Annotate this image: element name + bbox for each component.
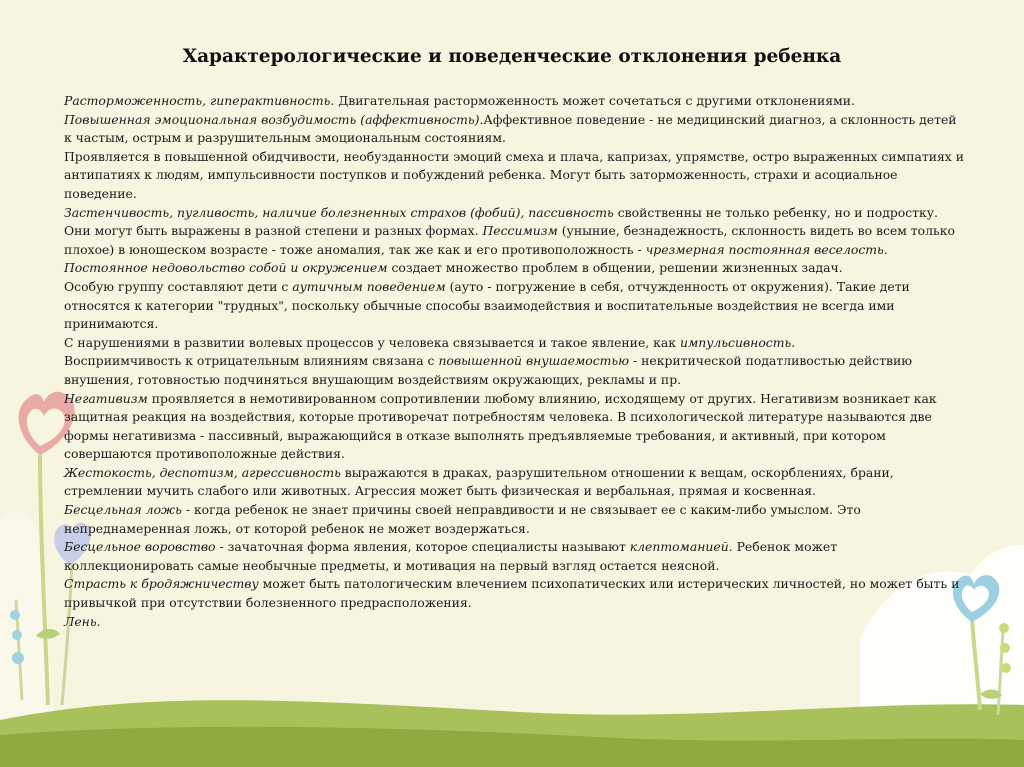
italic-term: импульсивность bbox=[679, 334, 792, 350]
paragraph bbox=[64, 334, 964, 353]
italic-term: аутичным поведением bbox=[292, 278, 446, 294]
text-run: - когда ребенок не знает причины своей неправдивости и не связывает ее с каким-либо умыслом. Это непреднамеренная ложь, от которой ребенок не может воздержаться. bbox=[64, 502, 861, 536]
text-run: . Двигательная расторможенность может сочетаться с другими отклонениями. bbox=[330, 93, 855, 108]
paragraph bbox=[64, 278, 964, 334]
paragraph bbox=[64, 352, 964, 389]
text-run: может быть патологическим влечением психопатических или истерических личностей, но может быть и привычкой при отсутствии болезненного предрасположения. bbox=[64, 576, 960, 611]
italic-term: клептоманией. bbox=[629, 539, 733, 555]
paragraph bbox=[64, 575, 964, 612]
paragraph bbox=[64, 148, 964, 204]
italic-term: Жестокость, деспотизм, агрессивность bbox=[64, 464, 341, 480]
text-run: проявляется в немотивированном сопротивлении любому влиянию, исходящему от других. Негативизм возникает как защитная реакция на воздействия, которые противоречат потребностям человека. В психологической литературе называются две формы негативизма - пассивный, выражающийся в отказе выполнять предъявляемые требования, и активный, при котором совершаются противоположные действия. bbox=[64, 390, 937, 462]
italic-term: Бесцельное воровство bbox=[64, 539, 216, 555]
italic-term: Расторможенность, гиперактивность bbox=[64, 93, 331, 108]
text-run: (ауто - погружение в себя, отчужденность от окружения). Такие дети относятся к категории "трудных", поскольку обычные способы взаимодействия и воспитательные воздействия не всегда ими принимаются. bbox=[64, 278, 910, 332]
text-run: - зачаточная форма явления, которое специалисты называют bbox=[215, 539, 630, 555]
slide-body-text bbox=[64, 92, 964, 631]
paragraph bbox=[64, 390, 964, 464]
italic-term: Пессимизм bbox=[482, 223, 558, 239]
text-run: выражаются в драках, разрушительном отношении к вещам, оскорблениях, брани, стремлении мучить слабого или животных. Агрессия может быть физическая и вербальная, прямая и косвенная. bbox=[64, 464, 894, 499]
italic-term: Повышенная эмоциональная возбудимость (аффективность) bbox=[64, 111, 480, 127]
slide-title: Характерологические и поведенческие отклонения ребенка bbox=[182, 46, 842, 67]
paragraph bbox=[64, 501, 964, 538]
italic-term: Страсть к бродяжничеству bbox=[64, 576, 259, 592]
text-run: . bbox=[791, 334, 796, 350]
paragraph bbox=[64, 92, 964, 111]
text-run: Особую группу составляют дети с bbox=[64, 278, 293, 294]
text-run: создает множество проблем в общении, решении жизненных задач. bbox=[387, 260, 843, 276]
paragraph bbox=[64, 204, 964, 278]
text-run: Ребенок может коллекционировать самые необычные предметы, и мотивация на первый взгляд остается неясной. bbox=[64, 539, 838, 573]
italic-term: Лень. bbox=[64, 613, 101, 629]
paragraph bbox=[64, 111, 964, 148]
italic-term: Негативизм bbox=[64, 390, 148, 406]
paragraph bbox=[64, 538, 964, 575]
italic-term: Бесцельная ложь bbox=[64, 502, 182, 518]
paragraph bbox=[64, 464, 964, 501]
italic-term: повышенной внушаемостью bbox=[438, 353, 630, 369]
italic-term: Застенчивость, пугливость, наличие болезненных страхов (фобий), пассивность bbox=[64, 204, 614, 220]
italic-term: чрезмерная постоянная веселость. Постоянное недовольство собой и окружением bbox=[64, 241, 888, 276]
text-run: Восприимчивость к отрицательным влияниям связана с bbox=[64, 353, 439, 369]
paragraph bbox=[64, 613, 964, 632]
text-run: - некритической податливостью действию внушения, готовностью подчиняться внушающим воздействиям окружающих, рекламы и пр. bbox=[64, 353, 913, 387]
text-run: свойственны не только ребенку, но и подростку. Они могут быть выражены в разной степени и разных формах. bbox=[64, 204, 938, 239]
text-run: .Аффективное поведение - не медицинский диагноз, а склонность детей к частым, острым и разрушительным эмоциональным состояниям. bbox=[64, 111, 957, 146]
text-run: (уныние, безнадежность, склонность видеть во всем только плохое) в юношеском возрасте - тоже аномалия, так же как и его противоположность - bbox=[64, 223, 955, 257]
text-run: С нарушениями в развитии волевых процессов у человека связывается и такое явление, как bbox=[64, 334, 680, 350]
text-run: Проявляется в повышенной обидчивости, необузданности эмоций смеха и плача, капризах, упрямстве, остро выраженных симпатиях и антипатиях к людям, импульсивности поступков и побуждений ребенка. Могут быть заторможенность, страхи и асоциальное поведение. bbox=[64, 148, 964, 201]
